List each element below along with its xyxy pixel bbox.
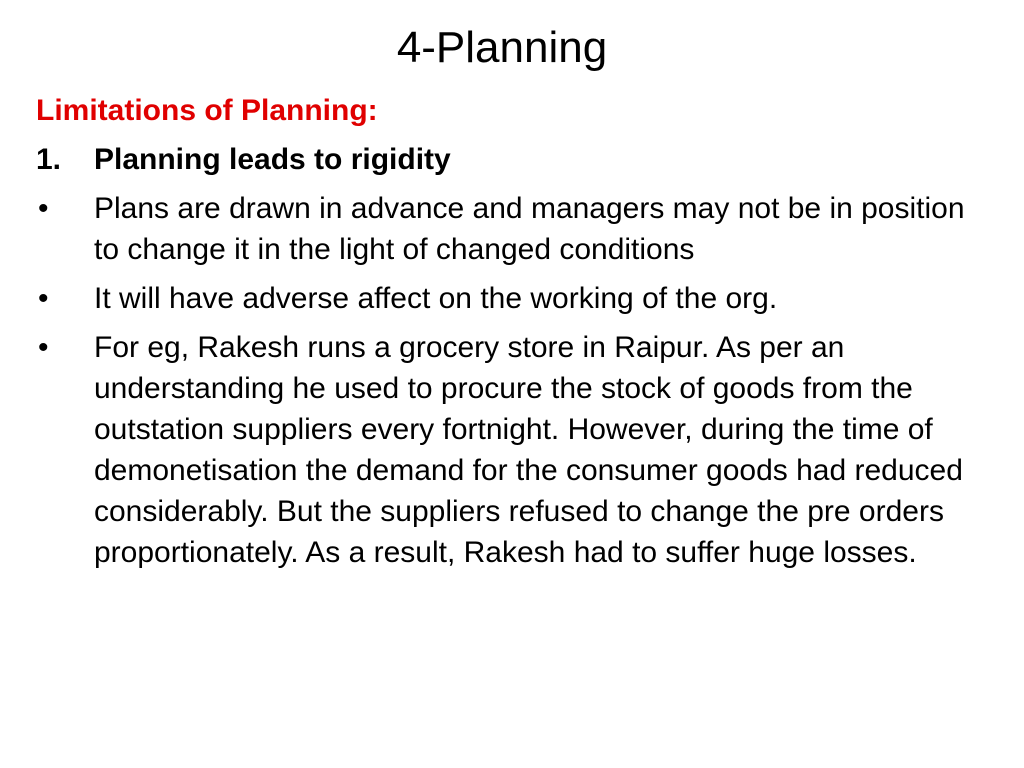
bullet-text: It will have adverse affect on the working of the org.: [94, 282, 778, 315]
slide-title: 4-Planning: [396, 23, 608, 72]
bullet-marker: •: [38, 282, 49, 315]
subheading: Limitations of Planning:: [36, 94, 378, 127]
bullet-marker: •: [38, 331, 49, 364]
slide-content: [36, 90, 996, 581]
bullet-marker: •: [38, 192, 49, 225]
bullet-text: For eg, Rakesh runs a grocery store in Raipur. As per an understanding he used to procure the stock of goods from the outstation suppliers every fortnight. However, during the time of demonetisation the demand for the consumer goods had reduced considerably. But the suppliers refused to change the pre orders proportionately. As a result, Rakesh had to suffer huge losses.: [94, 331, 963, 569]
numbered-item: [36, 139, 996, 180]
item-number: 1.: [36, 143, 62, 176]
bullet-item: [36, 188, 996, 270]
bullet-text: Plans are drawn in advance and managers may not be in position to change it in the light of changed conditions: [94, 192, 965, 266]
numbered-item-text: Planning leads to rigidity: [94, 143, 451, 176]
bullet-item: [36, 327, 996, 573]
bullet-item: [36, 278, 996, 319]
